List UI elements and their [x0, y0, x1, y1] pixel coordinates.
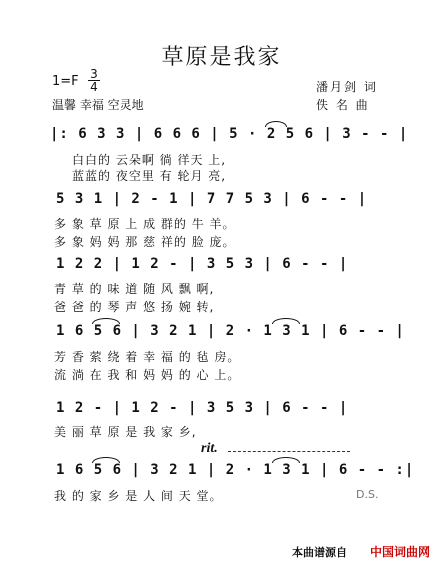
notes-row-3: 1 2 2 | 1 2 - | 3 5 3 | 6 - - | [56, 256, 349, 272]
lyrics-row-4-verse-2: 流 淌 在 我 和 妈 妈 的 心 上。 [54, 368, 241, 382]
lyrics-row-5: 美 丽 草 原 是 我 家 乡, [54, 425, 197, 439]
lyrics-row-6: 我 的 家 乡 是 人 间 天 堂。 [54, 489, 223, 503]
ds-mark: D.S. [356, 488, 379, 501]
notes-row-2: 5 3 1 | 2 - 1 | 7 7 5 3 | 6 - - | [56, 191, 368, 207]
expression-mark: 温馨 幸福 空灵地 [52, 98, 144, 112]
notes-row-4: 1 6 5 6 | 3 2 1 | 2 · 1 3 1 | 6 - - | [56, 323, 405, 339]
lyrics-row-3-verse-1: 青 草 的 味 道 随 风 飘 啊, [54, 282, 215, 296]
notes-row-5: 1 2 - | 1 2 - | 3 5 3 | 6 - - | [56, 400, 349, 416]
source-note: 本曲谱源自 [292, 546, 347, 559]
slur-mark [272, 318, 300, 324]
lyrics-row-1-verse-1: 白白的 云朵啊 徜 徉天 上, [72, 153, 227, 167]
time-denominator: 4 [90, 80, 98, 94]
slur-mark [265, 121, 287, 127]
lyrics-row-1-verse-2: 蓝蓝的 夜空里 有 轮月 亮, [72, 169, 227, 183]
lyrics-row-4-verse-1: 芳 香 萦 绕 着 幸 福 的 毡 房。 [54, 350, 241, 364]
song-title: 草原是我家 [161, 45, 282, 70]
lyricist-credit: 潘月剑 词 [316, 80, 378, 94]
notes-row-6: 1 6 5 6 | 3 2 1 | 2 · 1 3 1 | 6 - - :| [56, 462, 415, 478]
key-signature: 1=F [52, 74, 79, 89]
slur-mark [92, 318, 120, 324]
slur-mark [92, 457, 120, 463]
rit-extension-line [228, 451, 350, 452]
time-signature [88, 68, 100, 93]
lyrics-row-2-verse-1: 多 象 草 原 上 成 群的 牛 羊。 [54, 217, 236, 231]
notes-row-1: |: 6 3 3 | 6 6 6 | 5 · 2 5 6 | 3 - - | [50, 126, 409, 142]
composer-credit: 佚 名 曲 [316, 98, 370, 112]
lyrics-row-3-verse-2: 爸 爸 的 琴 声 悠 扬 婉 转, [54, 300, 215, 314]
site-logo-text: 中国词曲网 [370, 545, 431, 559]
lyrics-row-2-verse-2: 多 象 妈 妈 那 慈 祥的 脸 庞。 [54, 235, 236, 249]
time-numerator: 3 [88, 68, 100, 81]
tempo-mark: rit. [201, 441, 218, 456]
slur-mark [272, 457, 300, 463]
